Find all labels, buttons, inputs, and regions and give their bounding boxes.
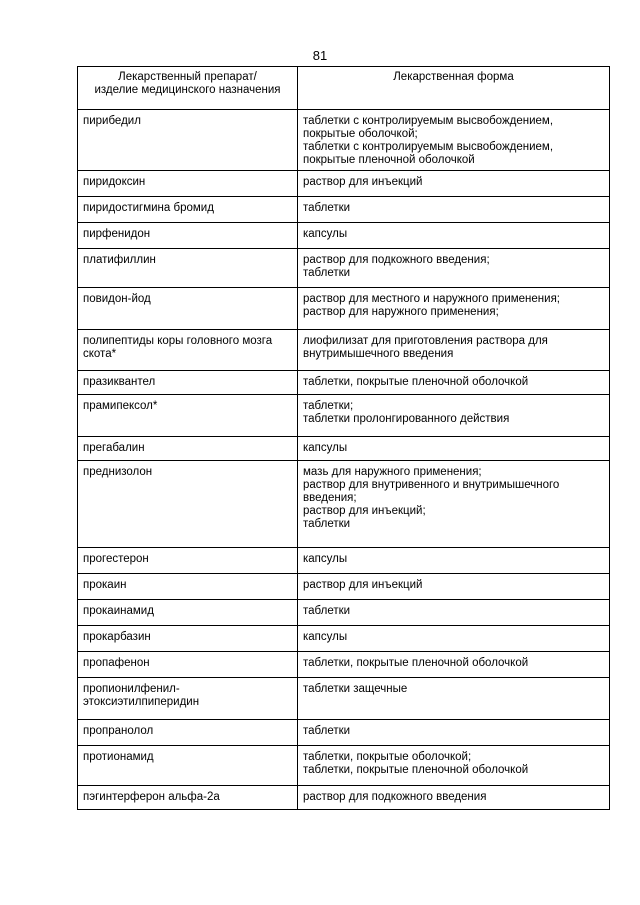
drug-cell: повидон-йод (78, 288, 298, 330)
form-cell: раствор для подкожного введения (298, 786, 610, 810)
form-cell: таблетки, покрытые пленочной оболочкой (298, 371, 610, 395)
table-header (78, 67, 610, 110)
header-form: Лекарственная форма (298, 67, 610, 110)
drug-cell: пиридоксин (78, 171, 298, 197)
table-row (78, 197, 610, 223)
table-row (78, 437, 610, 461)
form-cell: раствор для местного и наружного применения; раствор для наружного применения; (298, 288, 610, 330)
drug-cell: пирибедил (78, 110, 298, 171)
drug-cell: прегабалин (78, 437, 298, 461)
drug-cell: пропранолол (78, 720, 298, 746)
table-row (78, 223, 610, 249)
drug-cell: прокаин (78, 574, 298, 600)
form-cell: таблетки (298, 720, 610, 746)
form-cell: мазь для наружного применения; раствор для внутривенного и внутримышечного введения; раствор для инъекций; таблетки (298, 461, 610, 548)
table-row (78, 678, 610, 720)
drug-cell: прокаинамид (78, 600, 298, 626)
table-row (78, 626, 610, 652)
drug-cell: прогестерон (78, 548, 298, 574)
table-row (78, 330, 610, 371)
form-cell: таблетки, покрытые оболочкой; таблетки, покрытые пленочной оболочкой (298, 746, 610, 786)
table-row (78, 720, 610, 746)
form-cell: таблетки с контролируемым высвобождением, покрытые оболочкой; таблетки с контролируемым высвобождением, покрытые пленочной оболочкой (298, 110, 610, 171)
drug-cell: преднизолон (78, 461, 298, 548)
form-cell: таблетки; таблетки пролонгированного действия (298, 395, 610, 437)
table-row (78, 288, 610, 330)
drug-cell: протионамид (78, 746, 298, 786)
table-row (78, 574, 610, 600)
table-row (78, 171, 610, 197)
form-cell: раствор для инъекций (298, 574, 610, 600)
drug-cell: пиридостигмина бромид (78, 197, 298, 223)
table-row (78, 746, 610, 786)
drug-cell: пирфенидон (78, 223, 298, 249)
drug-cell: пропионилфенил- этоксиэтилпиперидин (78, 678, 298, 720)
form-cell: капсулы (298, 223, 610, 249)
table-row (78, 600, 610, 626)
table-row (78, 110, 610, 171)
table-row (78, 371, 610, 395)
form-cell: таблетки защечные (298, 678, 610, 720)
form-cell: раствор для инъекций (298, 171, 610, 197)
table-row (78, 395, 610, 437)
form-cell: раствор для подкожного введения; таблетки (298, 249, 610, 288)
page-number: 81 (312, 48, 328, 63)
header-row (78, 67, 610, 110)
table-row (78, 652, 610, 678)
drug-cell: прокарбазин (78, 626, 298, 652)
table-row (78, 249, 610, 288)
form-cell: лиофилизат для приготовления раствора для внутримышечного введения (298, 330, 610, 371)
table-row (78, 786, 610, 810)
drug-cell: полипептиды коры головного мозга скота* (78, 330, 298, 371)
drug-cell: прамипексол* (78, 395, 298, 437)
table-row (78, 461, 610, 548)
form-cell: капсулы (298, 437, 610, 461)
drug-cell: платифиллин (78, 249, 298, 288)
table-row (78, 548, 610, 574)
drug-cell: пропафенон (78, 652, 298, 678)
drug-cell: пэгинтерферон альфа-2а (78, 786, 298, 810)
form-cell: капсулы (298, 548, 610, 574)
header-drug: Лекарственный препарат/ изделие медицинского назначения (78, 67, 298, 110)
form-cell: капсулы (298, 626, 610, 652)
medication-table (77, 66, 610, 810)
drug-cell: празиквантел (78, 371, 298, 395)
form-cell: таблетки, покрытые пленочной оболочкой (298, 652, 610, 678)
form-cell: таблетки (298, 197, 610, 223)
table-body (78, 110, 610, 810)
form-cell: таблетки (298, 600, 610, 626)
